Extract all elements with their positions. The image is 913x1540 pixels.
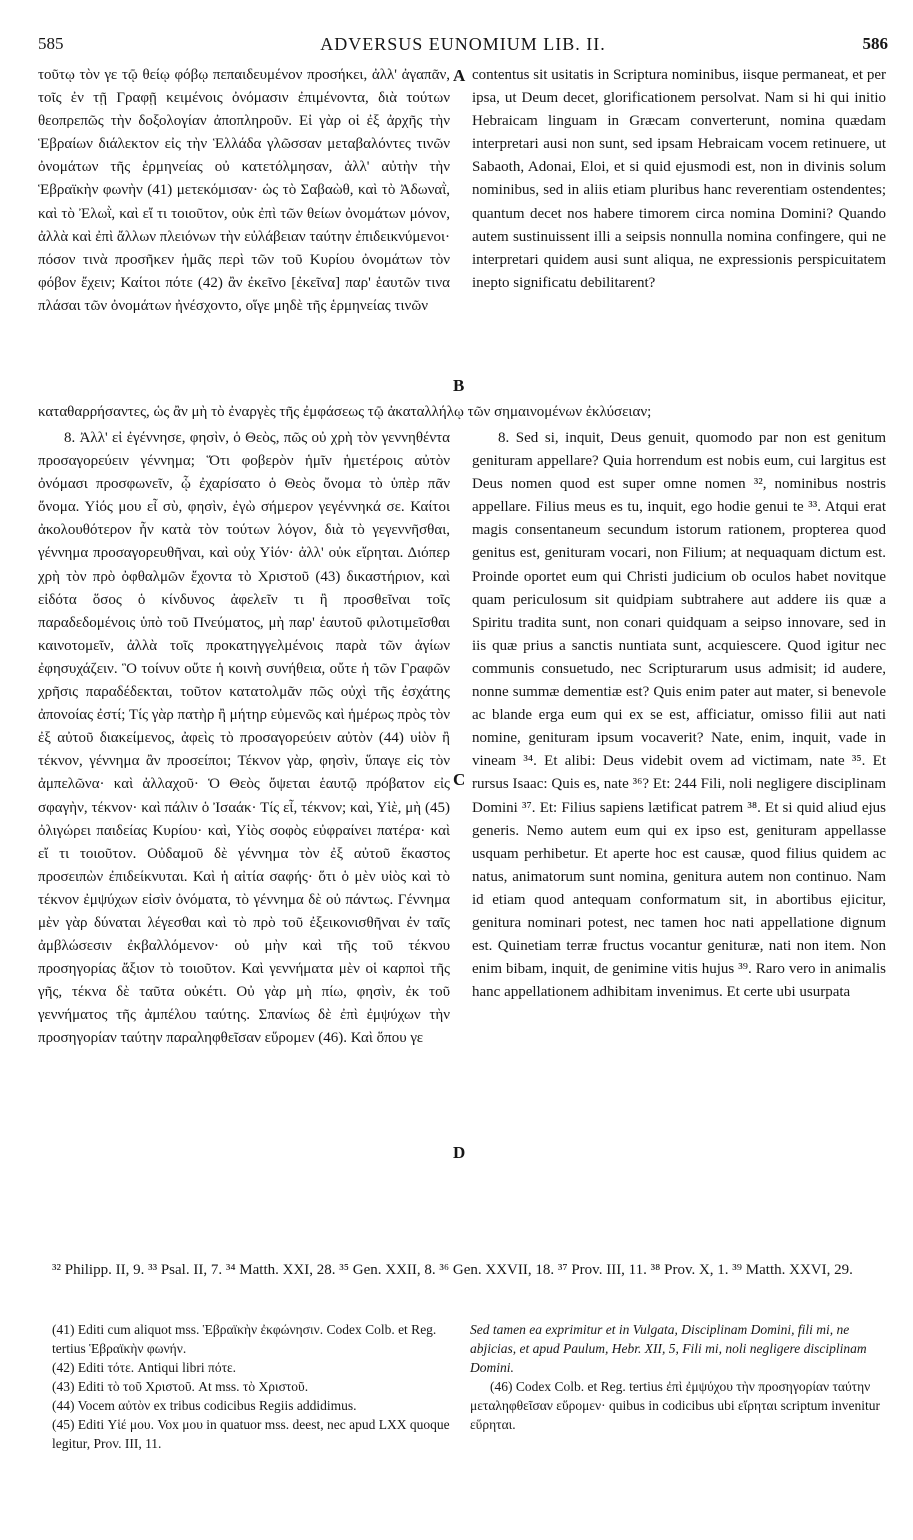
greek-column-lower xyxy=(38,427,450,1051)
latin-paragraph-2: 8. Sed si, inquit, Deus genuit, quomodo par non est genitum genituram appellare? Quia horrendum est nobis eum, cui largitus est Deus nomen quod est super omne nomen ³², nominibus nostris appellare. Filius meus es tu, inquit, ego hodie genui te ³³. Atqui erat magis consentaneum secundum istorum rationem, propterea quod genitus est, genituram vocari, non Filium; at nequaquam dictum est. Proinde oportet eum qui Christi judicium ob oculos habet novitque quam periculosum sit quidpiam subtrahere aut addere iis quæ a Spiritu tradita sunt, non conari quidquam a seipso innovare, sed in iis quæ prius a sanctis nuntiata sunt, acquiescere. Quod igitur nec communis consuetudo, nec Scripturarum usus admisit; id audere, nonne summæ dementiæ est? Quis enim pater aut mater, si benevole ac blande erga eum qui ex se est, afficiatur, omisso filii aut nati nomine, genituram ipsum vocaverit? Nate, enim, inquit, vade in vineam ³⁴. Et alibi: Deus videbit ovem ad victimam, nate ³⁵. Et rursus Isaac: Quis es, nate ³⁶? Et: 244 Fili, noli negligere disciplinam Domini ³⁷. Et: Filius sapiens lætificat patrem ³⁸. Et si quid aliud ejus generis. Nemo autem eum qui ex ipso est, genituram appellasse usquam perhibetur. Et aperte hoc est causæ, quod filius quidem ac natus, animatorum sunt nomina, genitura autem non continuo. Nam id etiam quod antequam conformatum sit, in abortibus ejicitur, genitura nominari potest, nec tamen hoc nati appellatione dignum est. Quinetiam terræ fructus vocantur genituræ, nati non item. Non enim bibam, inquit, de genimine vitis hujus ³⁹. Raro vero in animalis hanc appellationem adhibitam invenimus. Et certe ubi usurpata xyxy=(472,430,886,1001)
page-number-right: 586 xyxy=(862,34,888,53)
running-title: ADVERSUS EUNOMIUM LIB. II. xyxy=(320,34,606,54)
section-marker-b: B xyxy=(453,376,465,395)
section-marker-a: A xyxy=(453,66,466,85)
latin-paragraph-1: contentus sit usitatis in Scriptura nominibus, iisque permaneat, et per ipsa, ut Deum decet, glorificationem persolvat. Nam si hi qui initio Hebraicam linguam in Græcam converterunt, nomina quædam interpretari ausi non sunt, sed ipsam Hebraicam vocem retinuere, ut Sabaoth, Adonai, Eloi, et si quid ejusmodi est, non in divinis solum nominibus, sed in aliis etiam pluribus hanc reverentiam ostendentes; quantum decet nos habere timorem circa nomina Domini? Quando autem sustinuissent illi a seipsis nonnulla nomina confingere, qui ne interpretari quidem ausi sunt aliqua, ne expressionis perspicuitatem inepto significatu debilitarent? xyxy=(472,67,886,291)
page-header xyxy=(38,34,888,60)
page-number-left: 585 xyxy=(38,34,64,53)
greek-paragraph-2: 8. Ἀλλ' εἰ ἐγέννησε, φησὶν, ὁ Θεὸς, πῶς οὐ χρὴ τὸν γεννηθέντα προσαγορεύειν γέννημα; Ὅτι φοβερὸν ἡμῖν ἡμετέροις αὐτὸν ὀνόμασι προσφωνεῖν, ᾧ ἐχαρίσατο ὁ Θεὸς ὄνομα τὸ ὑπὲρ πᾶν ὄνομα. Υἱός μου εἶ σὺ, φησὶν, ἐγὼ σήμερον γεγέννηκά σε. Καίτοι ἀκολουθότερον ἦν κατὰ τὸν τούτων λόγον, διὰ τὸ γεγεννῆσθαι, γέννημα προσαγορευθῆναι, καὶ οὐχ Υἱόν· ἀλλ' οὐκ εἴρηται. Διόπερ χρὴ τὸν πρὸ ὀφθαλμῶν ἔχοντα τὸ Χριστοῦ (43) δικαστήριον, καὶ εἰδότα ὅσος ὁ κίνδυνος ἀφελεῖν τι ἢ προσθεῖναι τοῖς παραδεδομένοις ὑπὸ τοῦ Πνεύματος, μὴ παρ' ἑαυτοῦ φιλοτιμεῖσθαι καινοτομεῖν, ἀλλὰ τοῖς προκατηγγελμένοις παρὰ τῶν ἁγίων ἐφησυχάζειν. Ὃ τοίνυν οὔτε ἡ κοινὴ συνήθεια, οὔτε ἡ τῶν Γραφῶν χρῆσις παραδέδεκται, τοῦτον κατατολμᾶν πῶς οὐχὶ τῆς ἐσχάτης ἀπονοίας ἐστί; Τίς γὰρ πατὴρ ἢ μήτηρ εὐμενῶς καὶ ἡμέρως πρὸς τὸν ἐξ αὐτοῦ διακείμενος, ἀφεὶς τὸ προσαγορεύειν αὐτὸν (44) υἱὸν ἢ τέκνον, γέννημα ἂν προσείποι; Τέκνον γὰρ, φησὶν, ὕπαγε εἰς τὸν ἀμπελῶνα· καὶ ἀλλαχοῦ· Ὁ Θεὸς ὄψεται ἑαυτῷ πρόβατον εἰς σφαγὴν, τέκνον· καὶ πάλιν ὁ Ἰσαάκ· Τίς εἶ, τέκνον; καὶ, Υἱὲ, μὴ (45) ὀλιγώρει παιδείας Κυρίου· καὶ, Υἱὸς σοφὸς εὐφραίνει πατέρα· καὶ εἴ τι τοιοῦτον. Οὐδαμοῦ δὲ γέννημα τὸν ἐξ αὐτοῦ ἕκαστος προσειπὼν ἐπιδείκνυται. Καὶ ἡ αἰτία σαφής· ὅτι ὁ μὲν υἱὸς καὶ τὸ τέκνον ἐμψύχων εἰσὶν ὀνόματα, τὸ γέννημα δὲ οὐ πάντως. Γέννημα μὲν γὰρ δύναται λέγεσθαι καὶ τὸ πρὸ τοῦ ἐξεικονισθῆναι ἐν ταῖς ἀμβλώσεσιν ἐκβαλλόμενον· οὐ μὴν καὶ τῆς τοῦ τέκνου προσηγορίας ἄξιον τὸ τοιοῦτον. Καὶ γεννήματα μὲν οἱ καρποὶ τῆς γῆς, τέκνα δὲ ταῦτα οὐκέτι. Οὐ γὰρ μὴ πίω, φησὶν, ἐκ τοῦ γεννήματος τῆς ἀμπέλου ταύτης. Σπανίως δὲ ἐπὶ ἐμψύχων τὴν προσηγορίαν ταύτην παραληφθεῖσαν εὕρομεν (46). Καὶ ὅπου γε xyxy=(38,430,450,1047)
section-marker-d: D xyxy=(453,1143,466,1162)
footnote-45-continued: Sed tamen ea exprimitur et in Vulgata, Disciplinam Domini, fili mi, ne abjicias, et apud Paulum, Hebr. XII, 5, Fili mi, noli negligere disciplinam Domini. xyxy=(470,1322,867,1375)
footnote-46: (46) Codex Colb. et Reg. tertius ἐπὶ ἐμψύχου τὴν προσηγορίαν ταύτην μεταληφθεῖσαν εὕρομεν· quibus in codicibus ubi εἴρηται scriptum invenitur εὕρηται. xyxy=(470,1379,880,1432)
latin-column-upper xyxy=(472,64,886,295)
section-marker-c: C xyxy=(453,770,466,789)
footnote-43: (43) Editi τὸ τοῦ Χριστοῦ. At mss. τὸ Χριστοῦ. xyxy=(52,1379,309,1394)
greek-paragraph-1: τοῦτῳ τὸν γε τῷ θείῳ φόβῳ πεπαιδευμένον προσήκει, ἀλλ' ἀγαπᾶν, τοῖς ἐν τῇ Γραφῇ κειμένοις ὀνόμασιν ἐπιμένοντα, διὰ τούτων θεοπρεπῶς τὴν δοξολογίαν ἀποπληροῦν. Εἰ γὰρ οἱ ἐξ ἀρχῆς τὴν Ἑβραίων διάλεκτον εἰς τὴν Ἑλλάδα γλῶσσαν μεταβαλόντες τινῶν ὀνομάτων τῆς ἑρμηνείας οὐ κατετόλμησαν, ἀλλ' αὐτὴν τὴν Ἑβραϊκὴν φωνὴν (41) μετεκόμισαν· ὡς τὸ Σαβαὼθ, καὶ τὸ Ἀδωναῒ, καὶ τὸ Ἐλωῒ, καὶ εἴ τι τοιοῦτον, οὐκ ἐπὶ τῶν θείων ὀνομάτων μόνον, ἀλλὰ καὶ ἐπὶ ἄλλων πλειόνων τὴν εὐλάβειαν ταύτην ἐπιδεικνύμενοι· πόσον τινὰ προσῆκεν ἡμᾶς περὶ τῶν τοῦ Κυρίου ὀνομάτων τὸν φόβον ἔχειν; Καίτοι πότε (42) ἂν ἐκεῖνο [ἐκεῖνα] παρ' ἑαυτῶν τινα πλάσαι τῶν ὀνομάτων ἠνέσχοντο, οἵγε μηδὲ τῆς ἑρμηνείας τινῶν xyxy=(38,67,450,314)
scripture-references: ³² Philipp. II, 9. ³³ Psal. II, 7. ³⁴ Matth. XXI, 28. ³⁵ Gen. XXII, 8. ³⁶ Gen. XXVII, 18. ³⁷ Prov. III, 11. ³⁸ Prov. X, 1. ³⁹ Matth. XXVI, 29. xyxy=(52,1262,853,1278)
footnotes-right xyxy=(470,1320,890,1434)
footnote-42: (42) Editi τότε. Antiqui libri πότε. xyxy=(52,1360,237,1375)
footnotes-left xyxy=(52,1320,450,1453)
footnote-45: (45) Editi Υἱέ μου. Vox μου in quatuor mss. deest, nec apud LXX quoque legitur, Prov. III, 11. xyxy=(52,1417,450,1451)
greek-wide-line: καταθαρρήσαντες, ὡς ἂν μὴ τὸ ἐναργὲς τῆς ἐμφάσεως τῷ ἀκαταλλήλῳ τῶν σημαινομένων ἐκλύσειαν; xyxy=(38,404,652,420)
latin-column-lower xyxy=(472,427,886,1004)
footnote-41: (41) Editi cum aliquot mss. Ἑβραϊκὴν ἐκφώνησιν. Codex Colb. et Reg. tertius Ἑβραϊκὴν φωνήν. xyxy=(52,1322,437,1356)
greek-column-upper xyxy=(38,64,450,318)
footnote-44: (44) Vocem αὐτὸν ex tribus codicibus Regiis addidimus. xyxy=(52,1398,357,1413)
